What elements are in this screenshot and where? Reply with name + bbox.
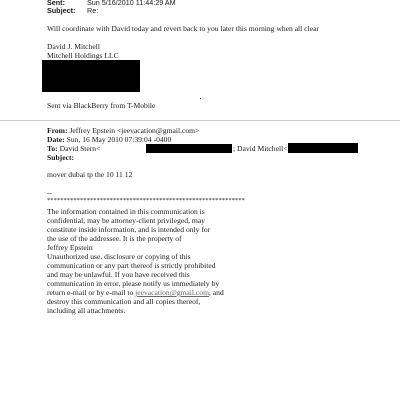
original-body: mover dubai tp the 10 11 12 [47, 170, 133, 179]
to-label: To: [47, 144, 58, 153]
email-link[interactable]: jeevacation@gmail.com [135, 288, 209, 297]
disclaimer-line: Unauthorized use, disclosure or copying of this [47, 252, 191, 261]
disclaimer-email-pre: return e-mail or by e-mail to [47, 288, 136, 297]
disclaimer-email-post: , and [208, 288, 224, 297]
disclaimer-line: destroy this communication and all copies thereof, [47, 297, 201, 306]
from-value: Jeffrey Epstein <jeevacation@gmail.com> [69, 126, 200, 135]
reply-body: Will coordinate with David today and revert back to you later this morning when all clear [47, 24, 319, 33]
disclaimer-stars: ************************************************************ [47, 197, 245, 204]
from-label: From: [47, 126, 68, 135]
disclaimer-line: communication or any part thereof is strictly prohibited [47, 261, 216, 270]
date-label: Date: [47, 135, 65, 144]
subject-row [47, 6, 98, 15]
signature-name: David J. Mitchell [47, 42, 100, 51]
signature-company: Mitchell Holdings LLC [47, 51, 119, 60]
to-recipient-2: ; David Mitchell< [233, 144, 288, 153]
sent-label: Sent: [47, 0, 65, 7]
redaction-block [42, 60, 140, 92]
signature-dashes: -- [47, 188, 53, 197]
sent-value: Sun 5/16/2010 11:44:29 AM [87, 0, 176, 7]
date-row [47, 135, 171, 144]
disclaimer-line: constitute inside information, and is intended only for [47, 225, 211, 234]
to-recipient-1: David Stern< [59, 144, 101, 153]
disclaimer-line: The information contained in this communication is [47, 207, 205, 216]
original-subject-label: Subject: [47, 153, 74, 162]
message-divider [0, 120, 400, 121]
sent-via-line: Sent via BlackBerry from T-Mobile [47, 101, 156, 110]
redaction-email-2 [288, 143, 358, 153]
disclaimer-line: communication in error, please notify us immediately by [47, 279, 220, 288]
scan-speck [200, 98, 201, 99]
to-row [47, 144, 100, 153]
disclaimer-line: and may be unlawful. If you have received this [47, 270, 190, 279]
redaction-email-1 [146, 144, 232, 153]
disclaimer-line: the use of the addressee. It is the property of [47, 234, 182, 243]
disclaimer-line: Jeffrey Epstein [47, 243, 93, 252]
subject-label: Subject: [47, 6, 76, 15]
disclaimer-email-line [47, 288, 224, 297]
disclaimer-line: including all attachments. [47, 306, 126, 315]
date-value: Sun, 16 May 2010 07:39:04 -0400 [66, 135, 172, 144]
from-row [47, 126, 199, 135]
subject-value: Re: [87, 6, 99, 15]
disclaimer-line: confidential, may be attorney-client privileged, may [47, 216, 205, 225]
